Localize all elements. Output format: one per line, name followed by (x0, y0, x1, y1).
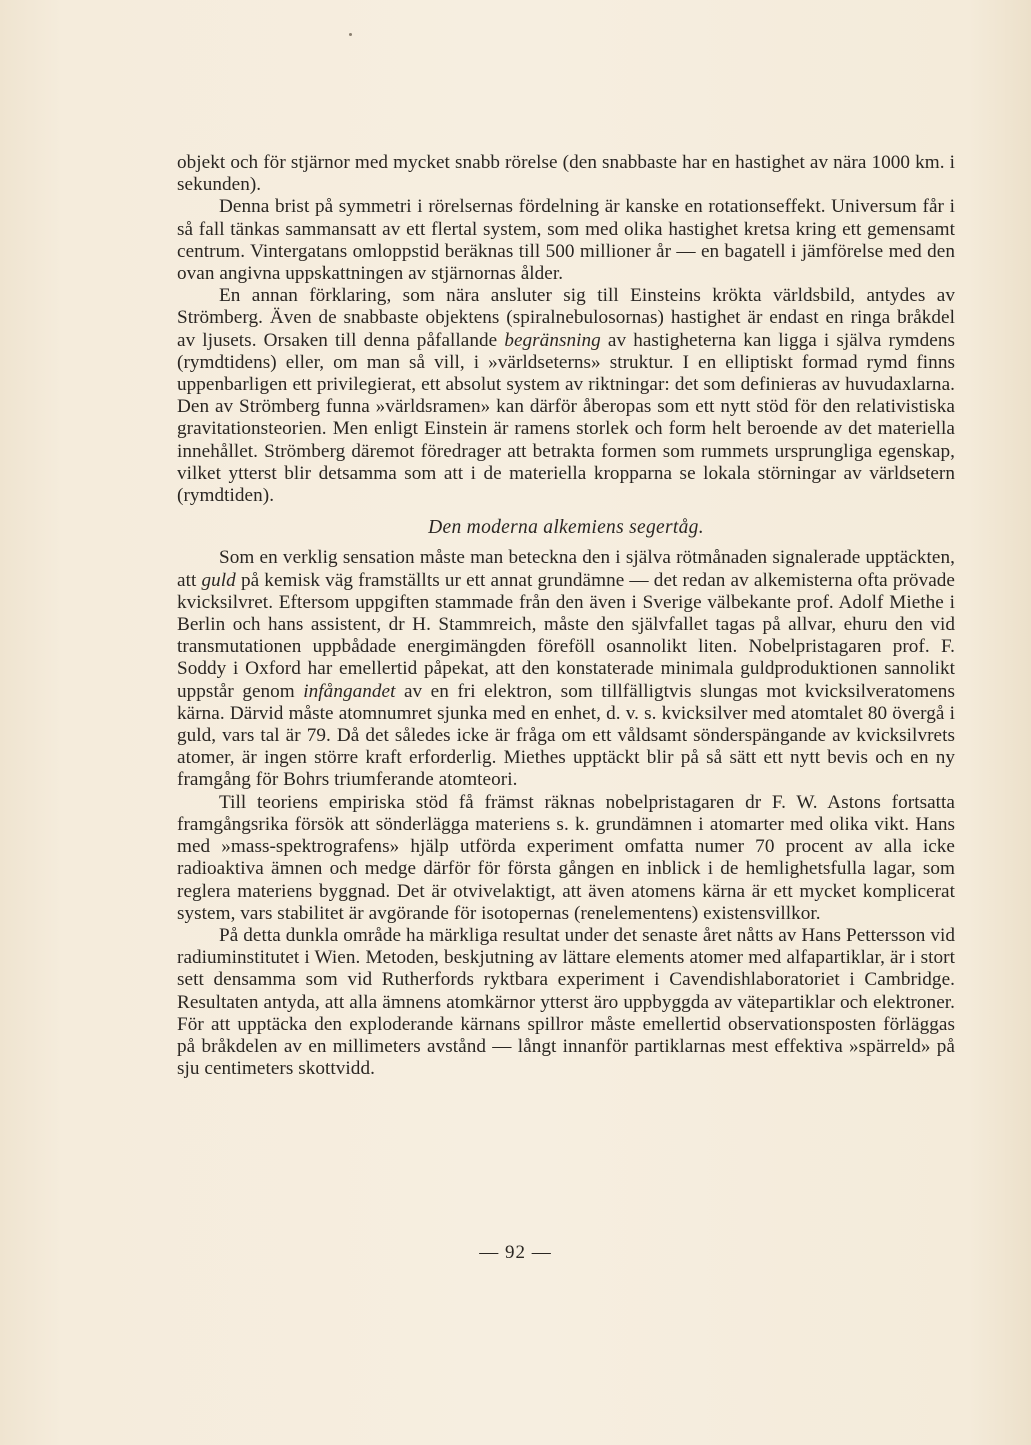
text-run: Till teoriens empiriska stöd få främst räknas nobelpristagaren dr F. W. Astons fortsatta framgångsrika försök att sönderlägga materiens s. k. grundämnen i atomarter med olika vikt. Hans med »mass-spektrografens» hjälp utförda experiment omfatta numer 70 procent av alla icke radioaktiva ämnen och medge därför för första gången en inblick i de hemlighetsfulla lagar, som reglera materiens byggnad. Det är otvivelaktigt, att även atomens kärna är ett mycket komplicerat system, vars stabilitet är avgörande för isotopernas (renelementens) existensvillkor. (177, 791, 955, 924)
text-run: Som en verklig sensation måste man beteckna den i själva rötmånaden signalerade upptäckten, att (177, 547, 955, 591)
text-run: En annan förklaring, som nära ansluter sig till Einsteins krökta världsbild, antydes av Strömberg. Även de snabbaste objektens (spiralnebulosornas) hastighet är endast en ringa bråkdel av ljusets. Orsaken till denna påfallande (177, 285, 955, 351)
body-text (177, 152, 955, 1080)
emphasis-text: begränsning (504, 329, 601, 351)
text-run: På detta dunkla område ha märkliga resultat under det senaste året nåtts av Hans Pettersson vid radiuminstitutet i Wien. Metoden, beskjutning av lättare elements atomer med alfapartiklar, är i stort sett densamma som vid Rutherfords ryktbara experiment i Cavendishlaboratoriet i Cambridge. Resultaten antyda, att alla ämnens atomkärnor ytterst äro uppbyggda av vätepartiklar och elektroner. För att upptäcka den exploderande kärnans spillror måste emellertid observationsposten förläggas på bråkdelen av en millimeters avstånd — långt innanför partiklarnas mest effektiva »spärreld» på sju centimeters skottvidd. (177, 924, 955, 1080)
paragraph-p4 (177, 547, 955, 791)
paragraph-p1 (177, 152, 955, 196)
text-run: Denna brist på symmetri i rörelsernas fördelning är kanske en rotationseffekt. Universum får i så fall tänkas sammansatt av ett flertal system, som med olika hastighet kretsa kring ett gemensamt centrum. Vintergatans omloppstid beräknas till 500 millioner år — en bagatell i jämförelse med den ovan angivna uppskattningen av stjärnornas ålder. (177, 196, 955, 285)
text-run: på kemisk väg framställts ur ett annat grundämne — det redan av alkemisterna ofta prövade kvicksilvret. Eftersom uppgiften stammade från den även i Sverige välbekante prof. Adolf Miethe i Berlin och hans assistent, dr H. Stammreich, måste den självfallet tagas på allvar, ehuru den vid transmutationen uppbådade energimängden föreföll osannolikt liten. Nobelpristagaren prof. F. Soddy i Oxford har emellertid påpekat, att den konstaterade minimala guldproduktionen sannolikt uppstår genom (177, 569, 955, 702)
text-run: objekt och för stjärnor med mycket snabb rörelse (den snabbaste har en hastighet av nära 1000 km. i sekunden). (177, 152, 955, 196)
paragraph-p2 (177, 196, 955, 285)
section-1 (177, 152, 955, 507)
page-number: — 92 — (479, 1242, 552, 1263)
paragraph-p5 (177, 792, 955, 925)
text-run: av hastigheterna kan ligga i själva rymdens (rymdtidens) eller, om man så vill, i »världseterns» struktur. I en elliptiskt formad rymd finns uppenbarligen ett privilegierat, ett absolut system av riktningar: det som definieras av huvudaxlarna. Den av Strömberg funna »världsramen» kan därför åberopas som ett nytt stöd för den relativistiska gravitationsteorien. Men enligt Einstein är ramens storlek och form helt beroende av det materiella innehållet. Strömberg däremot föredrager att betrakta formen som rummets ursprungliga egenskap, vilket ytterst blir detsamma som att i de materiella kropparna se lokala störningar av världsetern (rymdtiden). (177, 329, 955, 507)
text-run: av en fri elektron, som tillfälligtvis slungas mot kvicksilveratomens kärna. Därvid måste atomnumret sjunka med en enhet, d. v. s. kvicksilver med atomtalet 80 övergå i guld, vars tal är 79. Då det således icke är fråga om ett våldsamt sönderspängande av kvicksilvrets atomer, är ingen större kraft erforderlig. Miethes upptäckt blir på så sätt ett nytt bevis och en ny framgång för Bohrs triumferande atomteori. (177, 680, 955, 791)
section-2 (177, 547, 955, 1080)
section-heading: Den moderna alkemiens segertåg. (428, 517, 704, 539)
emphasis-text: guld (201, 569, 236, 591)
paragraph-p3 (177, 285, 955, 507)
emphasis-text: infångandet (303, 680, 396, 702)
paper-speck (349, 33, 352, 36)
paragraph-p6 (177, 925, 955, 1080)
